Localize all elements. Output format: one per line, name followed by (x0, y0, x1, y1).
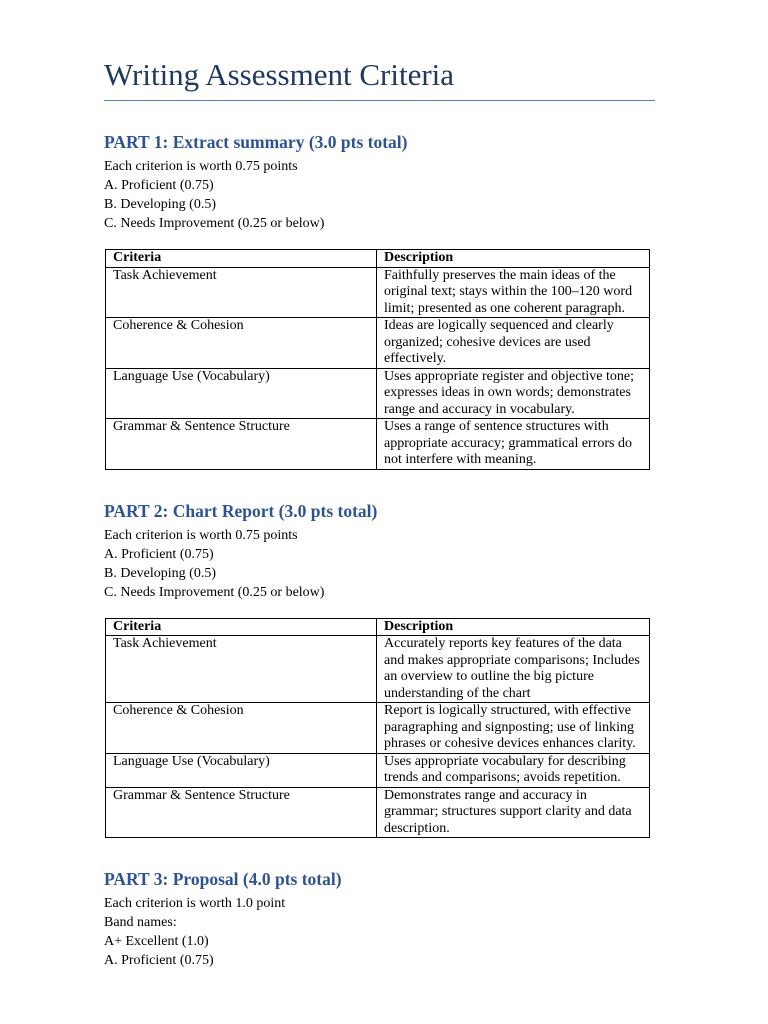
description-column-header: Description (377, 618, 650, 636)
description-cell: Uses a range of sentence structures with appropriate accuracy; grammatical errors do not interfere with meaning. (377, 419, 650, 470)
section-part-1 (104, 131, 655, 470)
criteria-column-header: Criteria (106, 250, 377, 268)
table-row (106, 636, 650, 703)
table-row (106, 267, 650, 318)
table-row (106, 318, 650, 369)
table-row (106, 753, 650, 787)
section-heading: PART 3: Proposal (4.0 pts total) (104, 869, 342, 889)
description-cell: Ideas are logically sequenced and clearly organized; cohesive devices are used effectively. (377, 318, 650, 369)
description-cell: Faithfully preserves the main ideas of the original text; stays within the 100–120 word limit; presented as one coherent paragraph. (377, 267, 650, 318)
description-column-header: Description (377, 250, 650, 268)
band-needs-improvement: C. Needs Improvement (0.25 or below) (104, 584, 325, 600)
document-title: Writing Assessment Criteria (104, 56, 655, 101)
section-heading: PART 1: Extract summary (3.0 pts total) (104, 132, 408, 152)
band-developing: B. Developing (0.5) (104, 565, 216, 581)
criteria-table (105, 618, 650, 839)
band-names-label: Band names: (104, 915, 177, 930)
section-heading: PART 2: Chart Report (3.0 pts total) (104, 500, 378, 521)
band-proficient: A. Proficient (0.75) (104, 546, 214, 562)
criterion-worth-text: Each criterion is worth 0.75 points (104, 159, 298, 174)
criterion-worth-text: Each criterion is worth 1.0 point (104, 896, 286, 911)
document-page (104, 56, 655, 970)
section-part-2 (104, 500, 655, 839)
criteria-cell: Grammar & Sentence Structure (106, 787, 377, 838)
table-row (106, 368, 650, 419)
band-excellent: A+ Excellent (1.0) (104, 934, 209, 949)
description-cell: Accurately reports key features of the data and makes appropriate comparisons; Includes an overview to outline the big picture understanding of the chart (377, 636, 650, 703)
criteria-column-header: Criteria (106, 618, 377, 636)
table-row (106, 419, 650, 470)
criterion-worth-text: Each criterion is worth 0.75 points (104, 527, 298, 543)
band-proficient: A. Proficient (0.75) (104, 953, 214, 968)
table-row (106, 787, 650, 838)
description-cell: Demonstrates range and accuracy in grammar; structures support clarity and data description. (377, 787, 650, 838)
criteria-cell: Task Achievement (106, 267, 377, 318)
criteria-table (105, 249, 650, 470)
table-header-row (106, 618, 650, 636)
band-developing: B. Developing (0.5) (104, 197, 216, 212)
criteria-cell: Language Use (Vocabulary) (106, 368, 377, 419)
table-row (106, 703, 650, 754)
description-cell: Uses appropriate vocabulary for describing trends and comparisons; avoids repetition. (377, 753, 650, 787)
criteria-cell: Task Achievement (106, 636, 377, 703)
table-header-row (106, 250, 650, 268)
description-cell: Uses appropriate register and objective tone; expresses ideas in own words; demonstrates range and accuracy in vocabulary. (377, 368, 650, 419)
section-part-3 (104, 868, 655, 970)
band-needs-improvement: C. Needs Improvement (0.25 or below) (104, 216, 325, 231)
criteria-cell: Coherence & Cohesion (106, 703, 377, 754)
band-proficient: A. Proficient (0.75) (104, 178, 214, 193)
description-cell: Report is logically structured, with effective paragraphing and signposting; use of linking phrases or cohesive devices enhances clarity. (377, 703, 650, 754)
criteria-cell: Grammar & Sentence Structure (106, 419, 377, 470)
criteria-cell: Coherence & Cohesion (106, 318, 377, 369)
criteria-cell: Language Use (Vocabulary) (106, 753, 377, 787)
